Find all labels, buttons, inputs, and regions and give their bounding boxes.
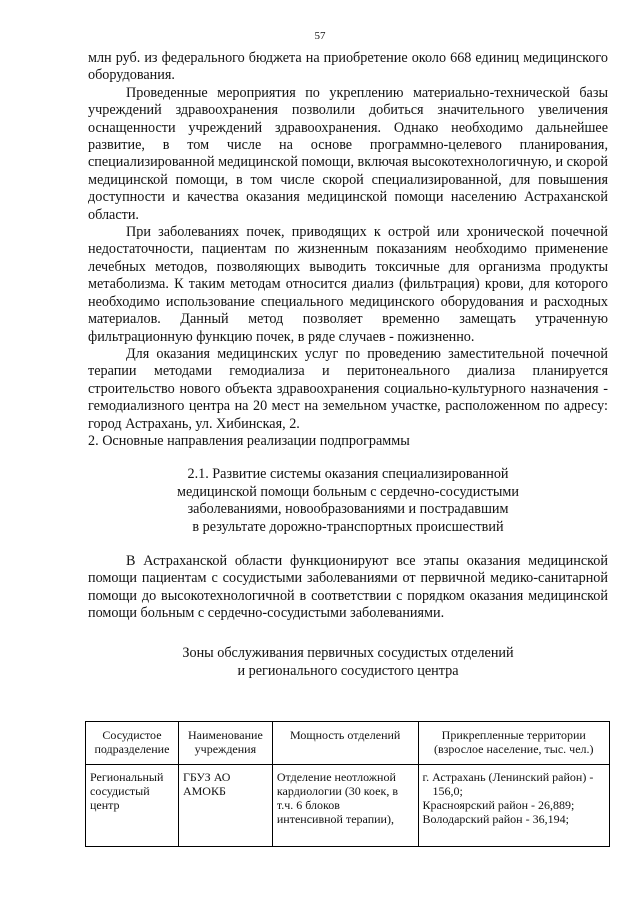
cell-territories: г. Астрахань (Ленинский район) - 156,0; Красноярский район - 26,889; Володарский район - 36,194;	[418, 765, 610, 847]
paragraph-2: Проведенные мероприятия по укреплению материально-технической базы учреждений здравоохранения позволили добиться значительного увеличения оснащенности учреждений здравоохранения. Однако необходимо дальнейшее развитие, в том числе на основе программно-целевого планирования, специализированной медицинской помощи, включая высокотехнологичную, и скорой медицинской помощи, в том числе скорой специализированной, для повышения доступности и качества оказания медицинской помощи населению Астраханской области.	[88, 84, 608, 223]
table-header-row	[86, 722, 610, 765]
table-title-line: Зоны обслуживания первичных сосудистых отделений	[182, 644, 514, 661]
cell-institution: ГБУЗ АО АМОКБ	[178, 765, 272, 847]
service-zones-table	[85, 721, 610, 847]
section-heading: 2. Основные направления реализации подпрограммы	[88, 432, 410, 449]
paragraph-3: При заболеваниях почек, приводящих к острой или хронической почечной недостаточности, пациентам по жизненным показаниям необходимо применение лечебных методов, позволяющих выводить токсичные для организма продукты метаболизма. К таким методам относится диализ (фильтрация) крови, для которого необходимо использование специального медицинского оборудования и расходных материалов. Данный метод позволяет временно замещать утраченную фильтрационную функцию почек, в ряде случаев - пожизненно.	[88, 224, 608, 345]
header-institution: Наименование учреждения	[178, 722, 272, 765]
subsection-heading-line: медицинской помощи больным с сердечно-сосудистыми	[177, 483, 519, 500]
paragraph-5: В Астраханской области функционируют все этапы оказания медицинской помощи пациентам с сосудистыми заболеваниями от первичной медико-санитарной помощи до высокотехнологичной в соответствии с порядком оказания медицинской помощи больным с сердечно-сосудистыми заболеваниями.	[88, 552, 608, 622]
document-body	[88, 50, 608, 680]
paragraph-1: млн руб. из федерального бюджета на приобретение около 668 единиц медицинского оборудования.	[88, 50, 608, 84]
cell-capacity: Отделение неотложной кардиологии (30 коек, в т.ч. 6 блоков интенсивной терапии),	[272, 765, 418, 847]
table-title	[88, 644, 608, 680]
header-capacity: Мощность отделений	[272, 722, 418, 765]
subsection-heading-line: заболеваниями, новообразованиями и пострадавшим	[187, 501, 509, 518]
table-row	[86, 765, 610, 847]
page-number: 57	[314, 30, 326, 42]
table-title-line: и регионального сосудистого центра	[237, 662, 459, 679]
paragraph-4: Для оказания медицинских услуг по проведению заместительной почечной терапии методами гемодиализа и перитонеального диализа планируется строительство нового объекта здравоохранения социально-культурного назначения - гемодиализного центра на 20 мест на земельном участке, расположенном по адресу: город Астрахань, ул. Хибинская, 2.	[88, 345, 608, 432]
header-territories: Прикрепленные территории (взрослое население, тыс. чел.)	[418, 722, 610, 765]
subsection-heading-line: 2.1. Развитие системы оказания специализированной	[187, 466, 509, 483]
subsection-heading-line: в результате дорожно-транспортных происшествий	[192, 518, 504, 535]
header-unit: Сосудистое подразделение	[86, 722, 179, 765]
cell-unit: Региональный сосудистый центр	[86, 765, 179, 847]
subsection-heading	[88, 466, 608, 536]
